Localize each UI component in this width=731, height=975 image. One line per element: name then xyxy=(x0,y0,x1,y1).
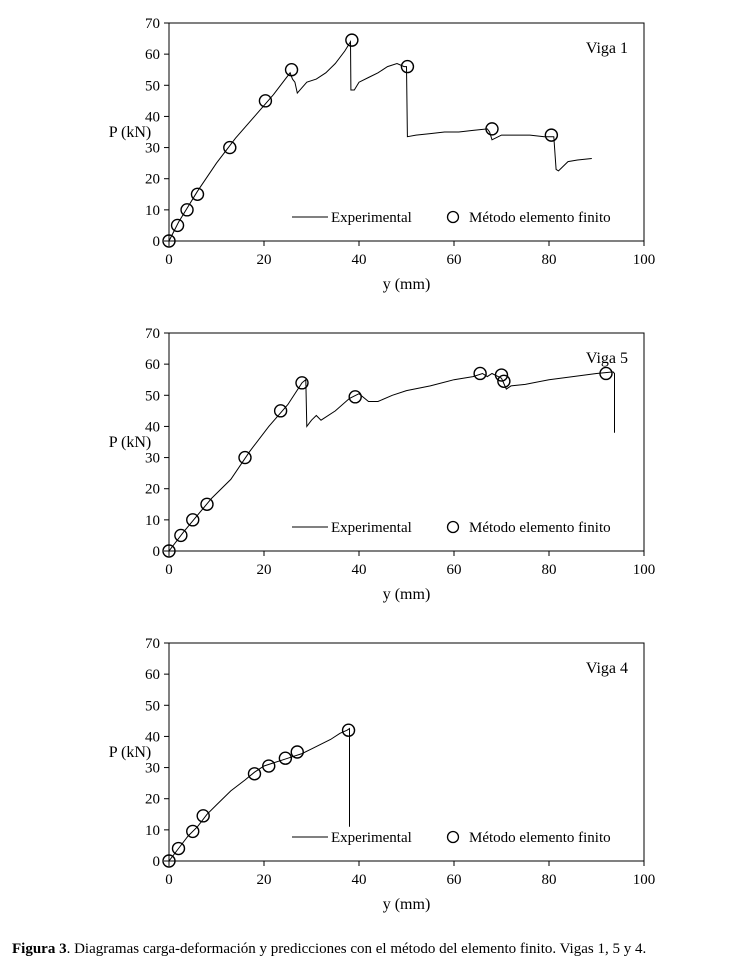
y-tick-label: 30 xyxy=(145,140,160,157)
chart-svg xyxy=(0,630,731,940)
fem-data-point xyxy=(187,514,199,526)
fem-data-point xyxy=(192,188,204,200)
y-tick-label: 40 xyxy=(145,729,160,746)
chart-svg xyxy=(0,10,731,320)
legend-fem-label: Método elemento finito xyxy=(469,830,611,846)
x-tick-label: 60 xyxy=(446,872,462,888)
fem-data-point xyxy=(259,95,271,107)
fem-data-point xyxy=(172,219,184,231)
legend-fem-label: Método elemento finito xyxy=(469,210,611,226)
y-tick-label: 70 xyxy=(145,326,160,342)
x-tick-label: 40 xyxy=(351,252,367,268)
legend-fem-swatch xyxy=(448,832,459,843)
caption-text: . Diagramas carga-deformación y predicciones con el método del elemento finito. Vigas 1, 5 y 4. xyxy=(66,941,647,957)
y-tick-label: 0 xyxy=(152,544,160,560)
x-tick-label: 100 xyxy=(632,562,656,578)
fem-data-point xyxy=(181,204,193,216)
fem-data-point xyxy=(275,405,287,417)
legend-fem-swatch xyxy=(448,212,459,223)
chart-svg xyxy=(0,320,731,630)
chart-viga-1 xyxy=(0,10,731,320)
y-tick-label: 70 xyxy=(145,636,160,652)
experimental-series-line xyxy=(169,729,350,861)
legend-fem-label: Método elemento finito xyxy=(469,520,611,536)
x-axis-label: y (mm) xyxy=(382,276,431,293)
y-tick-label: 10 xyxy=(145,202,160,219)
y-tick-label: 60 xyxy=(145,667,160,684)
y-tick-label: 20 xyxy=(145,791,160,808)
y-axis-label: P (kN) xyxy=(108,434,152,451)
x-tick-label: 20 xyxy=(256,562,272,578)
y-tick-label: 70 xyxy=(145,16,160,32)
y-tick-label: 30 xyxy=(145,450,160,467)
y-axis-label: P (kN) xyxy=(108,124,152,141)
x-tick-label: 60 xyxy=(446,252,462,268)
y-tick-label: 60 xyxy=(145,47,160,64)
x-tick-label: 80 xyxy=(541,252,557,268)
x-tick-label: 0 xyxy=(165,562,173,578)
x-tick-label: 80 xyxy=(541,562,557,578)
y-tick-label: 10 xyxy=(145,822,160,839)
x-tick-label: 20 xyxy=(256,872,272,888)
chart-title: Viga 4 xyxy=(585,660,628,677)
legend-experimental-label: Experimental xyxy=(331,210,412,226)
x-tick-label: 100 xyxy=(632,252,656,268)
chart-title: Viga 1 xyxy=(585,40,628,57)
fem-data-point xyxy=(224,142,236,154)
fem-data-point xyxy=(279,752,291,764)
y-tick-label: 0 xyxy=(152,234,160,250)
y-tick-label: 0 xyxy=(152,854,160,870)
x-axis-label: y (mm) xyxy=(382,586,431,603)
x-tick-label: 80 xyxy=(541,872,557,888)
fem-data-point xyxy=(349,391,361,403)
y-tick-label: 50 xyxy=(145,698,160,715)
chart-title: Viga 5 xyxy=(585,350,628,367)
fem-data-point xyxy=(343,724,355,736)
fem-data-point xyxy=(545,129,557,141)
x-tick-label: 40 xyxy=(351,872,367,888)
x-axis-label: y (mm) xyxy=(382,896,431,913)
figure-caption xyxy=(12,941,727,958)
y-tick-label: 30 xyxy=(145,760,160,777)
y-axis-label: P (kN) xyxy=(108,744,152,761)
legend-experimental-label: Experimental xyxy=(331,520,412,536)
x-tick-label: 40 xyxy=(351,562,367,578)
caption-label: Figura 3 xyxy=(12,941,67,957)
chart-viga-5 xyxy=(0,320,731,630)
y-tick-label: 40 xyxy=(145,419,160,436)
fem-data-point xyxy=(474,367,486,379)
fem-data-point xyxy=(291,746,303,758)
legend-fem-swatch xyxy=(448,522,459,533)
x-tick-label: 0 xyxy=(165,872,173,888)
x-tick-label: 60 xyxy=(446,562,462,578)
x-tick-label: 100 xyxy=(632,872,656,888)
x-tick-label: 20 xyxy=(256,252,272,268)
y-tick-label: 20 xyxy=(145,171,160,188)
legend-experimental-label: Experimental xyxy=(331,830,412,846)
plot-frame xyxy=(169,643,644,861)
plot-frame xyxy=(169,333,644,551)
fem-data-point xyxy=(286,64,298,76)
y-tick-label: 20 xyxy=(145,481,160,498)
fem-data-point xyxy=(249,768,261,780)
x-tick-label: 0 xyxy=(165,252,173,268)
y-tick-label: 50 xyxy=(145,388,160,405)
y-tick-label: 40 xyxy=(145,109,160,126)
fem-data-point xyxy=(346,34,358,46)
y-tick-label: 60 xyxy=(145,357,160,374)
y-tick-label: 50 xyxy=(145,78,160,95)
y-tick-label: 10 xyxy=(145,512,160,529)
chart-viga-4 xyxy=(0,630,731,940)
